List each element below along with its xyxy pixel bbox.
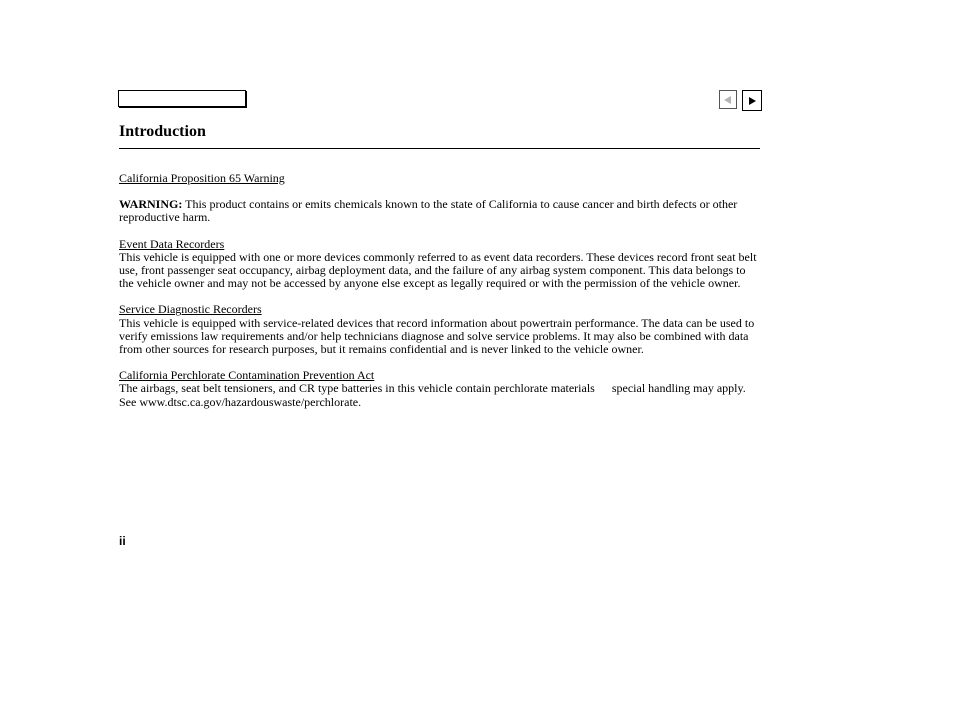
section-prop65: [119, 172, 762, 225]
next-page-button[interactable]: [742, 90, 762, 111]
event-data-body: This vehicle is equipped with one or more devices commonly referred to as event data recorders. These devices record front seat belt use, front passenger seat occupancy, airbag deployment data, and the failure of any airbag system component. This data belongs to the vehicle owner and may not be accessed by anyone else except as legally required or with the permission of the vehicle owner.: [119, 249, 757, 291]
perchlorate-body-part2: special handling may apply. See www.dtsc.ca.gov/hazardouswaste/perchlorate.: [119, 381, 746, 409]
title-divider: [119, 148, 760, 149]
warning-label: WARNING:: [119, 197, 183, 212]
section-title-event-data-link[interactable]: Event Data Recorders: [119, 236, 225, 251]
section-service-diag: [119, 303, 762, 356]
page-title: Introduction: [119, 123, 206, 140]
section-perchlorate: [119, 369, 762, 409]
perchlorate-body: [119, 382, 762, 408]
section-title-service-diag-link[interactable]: Service Diagnostic Recorders: [119, 302, 262, 317]
section-event-data: [119, 238, 762, 291]
warning-text: This product contains or emits chemicals known to the state of California to cause cancer and birth defects or other reproductive harm.: [119, 197, 738, 225]
triangle-right-icon: [749, 97, 756, 105]
previous-page-button[interactable]: [719, 90, 737, 109]
section-title-perchlorate-link[interactable]: California Perchlorate Contamination Prevention Act: [119, 368, 375, 383]
triangle-left-icon: [724, 96, 731, 104]
section-title-prop65-link[interactable]: California Proposition 65 Warning: [119, 171, 285, 185]
warning-paragraph: [119, 198, 762, 224]
service-diag-body: This vehicle is equipped with service-related devices that record information about powertrain performance. The data can be used to verify emissions law requirements and/or help technicians diagnose and solve service problems. It may also be combined with data from other sources for research purposes, but it remains confidential and is never linked to the vehicle owner.: [119, 315, 755, 357]
perchlorate-body-part1: The airbags, seat belt tensioners, and CR type batteries in this vehicle contain perchlorate materials: [119, 381, 595, 396]
page-content: [119, 172, 762, 422]
page-number: ii: [119, 534, 126, 548]
main-menu-button[interactable]: [118, 90, 246, 107]
